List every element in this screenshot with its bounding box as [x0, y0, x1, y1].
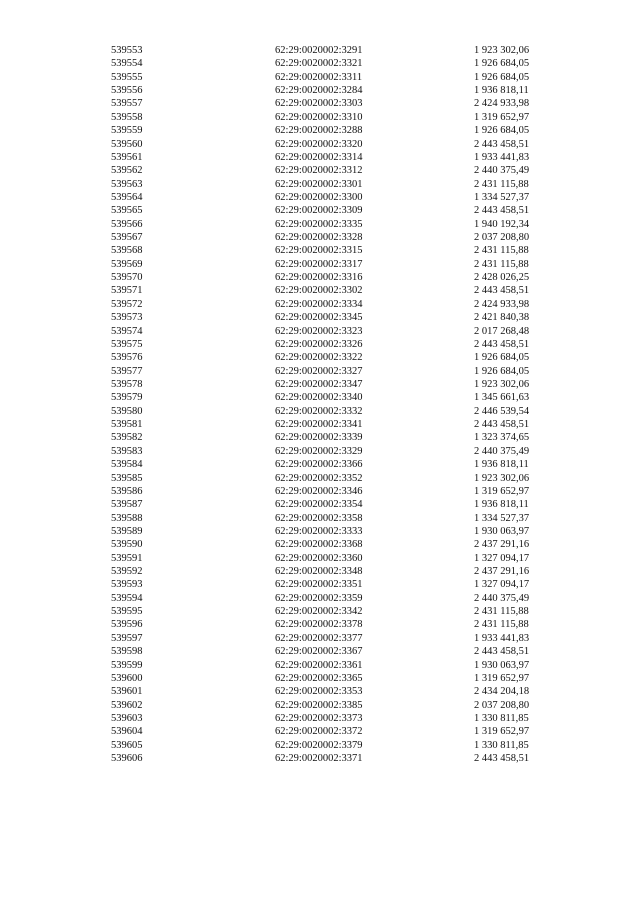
row-id-cell: 539553 — [111, 45, 143, 56]
cadastral-number-cell: 62:29:0020002:3368 — [275, 539, 363, 551]
value-cell: 1 926 684,05 — [474, 365, 530, 377]
value-cell: 2 437 291,16 — [474, 539, 530, 551]
row-id-cell: 539558 — [111, 111, 143, 123]
row-id-cell: 539604 — [111, 726, 143, 738]
row-id-cell: 539556 — [111, 85, 143, 97]
value-cell: 1 936 818,11 — [474, 459, 529, 471]
value-cell: 2 443 458,51 — [474, 419, 530, 431]
table-row — [0, 645, 640, 658]
row-id-cell: 539581 — [111, 419, 143, 431]
cadastral-number-cell: 62:29:0020002:3303 — [275, 98, 363, 110]
value-cell: 2 440 375,49 — [474, 445, 530, 457]
table-row — [0, 525, 640, 538]
cadastral-number-cell: 62:29:0020002:3371 — [275, 753, 363, 765]
cadastral-number-cell: 62:29:0020002:3361 — [275, 659, 363, 671]
value-cell: 1 936 818,11 — [474, 85, 529, 97]
value-cell: 2 443 458,51 — [474, 205, 530, 217]
table-row — [0, 699, 640, 712]
value-cell: 2 437 291,16 — [474, 566, 530, 578]
cadastral-number-cell: 62:29:0020002:3309 — [275, 205, 363, 217]
table-row — [0, 458, 640, 471]
value-cell: 2 446 539,54 — [474, 405, 530, 417]
table-row — [0, 485, 640, 498]
cadastral-number-cell: 62:29:0020002:3328 — [275, 232, 363, 244]
table-row — [0, 739, 640, 752]
value-cell: 2 037 208,80 — [474, 699, 530, 711]
row-id-cell: 539586 — [111, 485, 143, 497]
row-id-cell: 539568 — [111, 245, 143, 257]
cadastral-number-cell: 62:29:0020002:3385 — [275, 699, 363, 711]
row-id-cell: 539564 — [111, 191, 143, 203]
cadastral-number-cell: 62:29:0020002:3291 — [275, 45, 363, 56]
cadastral-number-cell: 62:29:0020002:3312 — [275, 165, 363, 177]
cadastral-number-cell: 62:29:0020002:3358 — [275, 512, 363, 524]
cadastral-number-cell: 62:29:0020002:3353 — [275, 686, 363, 698]
value-cell: 2 424 933,98 — [474, 98, 530, 110]
cadastral-number-cell: 62:29:0020002:3322 — [275, 352, 363, 364]
row-id-cell: 539588 — [111, 512, 143, 524]
value-cell: 1 319 652,97 — [474, 672, 530, 684]
table-row — [0, 298, 640, 311]
row-id-cell: 539589 — [111, 525, 143, 537]
row-id-cell: 539557 — [111, 98, 143, 110]
row-id-cell: 539578 — [111, 378, 143, 390]
row-id-cell: 539590 — [111, 539, 143, 551]
row-id-cell: 539585 — [111, 472, 143, 484]
table-row — [0, 258, 640, 271]
value-cell: 1 345 661,63 — [474, 392, 530, 404]
cadastral-number-cell: 62:29:0020002:3320 — [275, 138, 363, 150]
table-row — [0, 178, 640, 191]
row-id-cell: 539565 — [111, 205, 143, 217]
table-row — [0, 151, 640, 164]
table-row — [0, 325, 640, 338]
value-cell: 2 431 115,88 — [474, 619, 529, 631]
row-id-cell: 539573 — [111, 312, 143, 324]
cadastral-number-cell: 62:29:0020002:3345 — [275, 312, 363, 324]
cadastral-number-cell: 62:29:0020002:3372 — [275, 726, 363, 738]
row-id-cell: 539602 — [111, 699, 143, 711]
cadastral-number-cell: 62:29:0020002:3329 — [275, 445, 363, 457]
row-id-cell: 539559 — [111, 125, 143, 137]
row-id-cell: 539569 — [111, 258, 143, 270]
cadastral-number-cell: 62:29:0020002:3334 — [275, 298, 363, 310]
cadastral-number-cell: 62:29:0020002:3365 — [275, 672, 363, 684]
cadastral-number-cell: 62:29:0020002:3310 — [275, 111, 363, 123]
row-id-cell: 539593 — [111, 579, 143, 591]
row-id-cell: 539574 — [111, 325, 143, 337]
value-cell: 2 037 208,80 — [474, 232, 530, 244]
row-id-cell: 539571 — [111, 285, 143, 297]
cadastral-number-cell: 62:29:0020002:3367 — [275, 646, 363, 658]
table-row — [0, 605, 640, 618]
table-row — [0, 632, 640, 645]
table-row — [0, 712, 640, 725]
row-id-cell: 539587 — [111, 499, 143, 511]
value-cell: 1 936 818,11 — [474, 499, 529, 511]
value-cell: 2 421 840,38 — [474, 312, 530, 324]
value-cell: 2 431 115,88 — [474, 245, 529, 257]
cadastral-number-cell: 62:29:0020002:3316 — [275, 272, 363, 284]
row-id-cell: 539580 — [111, 405, 143, 417]
value-cell: 1 923 302,06 — [474, 45, 530, 56]
cadastral-number-cell: 62:29:0020002:3327 — [275, 365, 363, 377]
table-row — [0, 138, 640, 151]
row-id-cell: 539584 — [111, 459, 143, 471]
value-cell: 1 930 063,97 — [474, 659, 530, 671]
value-cell: 1 319 652,97 — [474, 726, 530, 738]
value-cell: 1 926 684,05 — [474, 125, 530, 137]
value-cell: 1 319 652,97 — [474, 485, 530, 497]
table-row — [0, 552, 640, 565]
value-cell: 1 926 684,05 — [474, 352, 530, 364]
row-id-cell: 539567 — [111, 232, 143, 244]
value-cell: 2 428 026,25 — [474, 272, 530, 284]
cadastral-number-cell: 62:29:0020002:3346 — [275, 485, 363, 497]
table-row — [0, 124, 640, 137]
value-cell: 2 443 458,51 — [474, 753, 530, 765]
table-row — [0, 111, 640, 124]
row-id-cell: 539600 — [111, 672, 143, 684]
value-cell: 1 933 441,83 — [474, 632, 530, 644]
table-row — [0, 311, 640, 324]
value-cell: 2 440 375,49 — [474, 165, 530, 177]
value-cell: 2 443 458,51 — [474, 338, 530, 350]
table-row — [0, 472, 640, 485]
table-row — [0, 618, 640, 631]
table-row — [0, 405, 640, 418]
value-cell: 1 334 527,37 — [474, 191, 530, 203]
cadastral-number-cell: 62:29:0020002:3300 — [275, 191, 363, 203]
value-cell: 2 431 115,88 — [474, 258, 529, 270]
value-cell: 2 443 458,51 — [474, 285, 530, 297]
row-id-cell: 539570 — [111, 272, 143, 284]
table-row — [0, 97, 640, 110]
table-row — [0, 672, 640, 685]
cadastral-number-cell: 62:29:0020002:3379 — [275, 739, 363, 751]
table-row — [0, 445, 640, 458]
row-id-cell: 539583 — [111, 445, 143, 457]
cadastral-number-cell: 62:29:0020002:3341 — [275, 419, 363, 431]
row-id-cell: 539582 — [111, 432, 143, 444]
cadastral-number-cell: 62:29:0020002:3377 — [275, 632, 363, 644]
value-cell: 2 440 375,49 — [474, 592, 530, 604]
value-cell: 2 443 458,51 — [474, 646, 530, 658]
value-cell: 1 327 094,17 — [474, 579, 530, 591]
value-cell: 1 334 527,37 — [474, 512, 530, 524]
cadastral-number-cell: 62:29:0020002:3288 — [275, 125, 363, 137]
row-id-cell: 539554 — [111, 58, 143, 70]
row-id-cell: 539576 — [111, 352, 143, 364]
row-id-cell: 539579 — [111, 392, 143, 404]
table-row — [0, 244, 640, 257]
table-row — [0, 218, 640, 231]
row-id-cell: 539606 — [111, 753, 143, 765]
row-id-cell: 539562 — [111, 165, 143, 177]
row-id-cell: 539599 — [111, 659, 143, 671]
cadastral-number-cell: 62:29:0020002:3373 — [275, 712, 363, 724]
row-id-cell: 539594 — [111, 592, 143, 604]
data-table — [0, 44, 640, 765]
cadastral-number-cell: 62:29:0020002:3340 — [275, 392, 363, 404]
row-id-cell: 539561 — [111, 151, 143, 163]
table-row — [0, 538, 640, 551]
value-cell: 1 330 811,85 — [474, 739, 529, 751]
table-row — [0, 44, 640, 57]
value-cell: 1 323 374,65 — [474, 432, 530, 444]
cadastral-number-cell: 62:29:0020002:3360 — [275, 552, 363, 564]
table-row — [0, 231, 640, 244]
cadastral-number-cell: 62:29:0020002:3315 — [275, 245, 363, 257]
cadastral-number-cell: 62:29:0020002:3339 — [275, 432, 363, 444]
value-cell: 2 431 115,88 — [474, 178, 529, 190]
table-row — [0, 204, 640, 217]
cadastral-number-cell: 62:29:0020002:3359 — [275, 592, 363, 604]
table-row — [0, 565, 640, 578]
table-row — [0, 378, 640, 391]
row-id-cell: 539566 — [111, 218, 143, 230]
row-id-cell: 539555 — [111, 71, 143, 83]
value-cell: 1 923 302,06 — [474, 472, 530, 484]
table-row — [0, 71, 640, 84]
table-row — [0, 659, 640, 672]
cadastral-number-cell: 62:29:0020002:3284 — [275, 85, 363, 97]
cadastral-number-cell: 62:29:0020002:3314 — [275, 151, 363, 163]
row-id-cell: 539601 — [111, 686, 143, 698]
value-cell: 1 926 684,05 — [474, 58, 530, 70]
value-cell: 1 930 063,97 — [474, 525, 530, 537]
row-id-cell: 539595 — [111, 606, 143, 618]
table-row — [0, 365, 640, 378]
value-cell: 2 431 115,88 — [474, 606, 529, 618]
table-row — [0, 351, 640, 364]
cadastral-number-cell: 62:29:0020002:3342 — [275, 606, 363, 618]
row-id-cell: 539560 — [111, 138, 143, 150]
table-row — [0, 685, 640, 698]
value-cell: 1 923 302,06 — [474, 378, 530, 390]
row-id-cell: 539598 — [111, 646, 143, 658]
cadastral-number-cell: 62:29:0020002:3302 — [275, 285, 363, 297]
value-cell: 2 434 204,18 — [474, 686, 530, 698]
cadastral-number-cell: 62:29:0020002:3378 — [275, 619, 363, 631]
table-row — [0, 164, 640, 177]
row-id-cell: 539605 — [111, 739, 143, 751]
cadastral-number-cell: 62:29:0020002:3335 — [275, 218, 363, 230]
cadastral-number-cell: 62:29:0020002:3317 — [275, 258, 363, 270]
row-id-cell: 539596 — [111, 619, 143, 631]
cadastral-number-cell: 62:29:0020002:3366 — [275, 459, 363, 471]
cadastral-number-cell: 62:29:0020002:3347 — [275, 378, 363, 390]
value-cell: 2 017 268,48 — [474, 325, 530, 337]
value-cell: 2 443 458,51 — [474, 138, 530, 150]
table-row — [0, 57, 640, 70]
table-row — [0, 578, 640, 591]
value-cell: 1 926 684,05 — [474, 71, 530, 83]
cadastral-number-cell: 62:29:0020002:3354 — [275, 499, 363, 511]
value-cell: 1 319 652,97 — [474, 111, 530, 123]
table-row — [0, 84, 640, 97]
row-id-cell: 539591 — [111, 552, 143, 564]
cadastral-number-cell: 62:29:0020002:3326 — [275, 338, 363, 350]
table-row — [0, 725, 640, 738]
table-row — [0, 338, 640, 351]
table-row — [0, 592, 640, 605]
cadastral-number-cell: 62:29:0020002:3352 — [275, 472, 363, 484]
table-row — [0, 284, 640, 297]
value-cell: 1 933 441,83 — [474, 151, 530, 163]
row-id-cell: 539575 — [111, 338, 143, 350]
row-id-cell: 539603 — [111, 712, 143, 724]
cadastral-number-cell: 62:29:0020002:3351 — [275, 579, 363, 591]
row-id-cell: 539592 — [111, 566, 143, 578]
cadastral-number-cell: 62:29:0020002:3311 — [275, 71, 363, 83]
table-row — [0, 431, 640, 444]
row-id-cell: 539572 — [111, 298, 143, 310]
row-id-cell: 539597 — [111, 632, 143, 644]
table-row — [0, 191, 640, 204]
row-id-cell: 539563 — [111, 178, 143, 190]
cadastral-number-cell: 62:29:0020002:3323 — [275, 325, 363, 337]
value-cell: 1 330 811,85 — [474, 712, 529, 724]
value-cell: 2 424 933,98 — [474, 298, 530, 310]
value-cell: 1 327 094,17 — [474, 552, 530, 564]
cadastral-number-cell: 62:29:0020002:3333 — [275, 525, 363, 537]
cadastral-number-cell: 62:29:0020002:3321 — [275, 58, 363, 70]
table-row — [0, 271, 640, 284]
table-row — [0, 498, 640, 511]
row-id-cell: 539577 — [111, 365, 143, 377]
cadastral-number-cell: 62:29:0020002:3301 — [275, 178, 363, 190]
table-row — [0, 752, 640, 765]
table-row — [0, 512, 640, 525]
value-cell: 1 940 192,34 — [474, 218, 530, 230]
table-row — [0, 391, 640, 404]
table-row — [0, 418, 640, 431]
cadastral-number-cell: 62:29:0020002:3348 — [275, 566, 363, 578]
cadastral-number-cell: 62:29:0020002:3332 — [275, 405, 363, 417]
